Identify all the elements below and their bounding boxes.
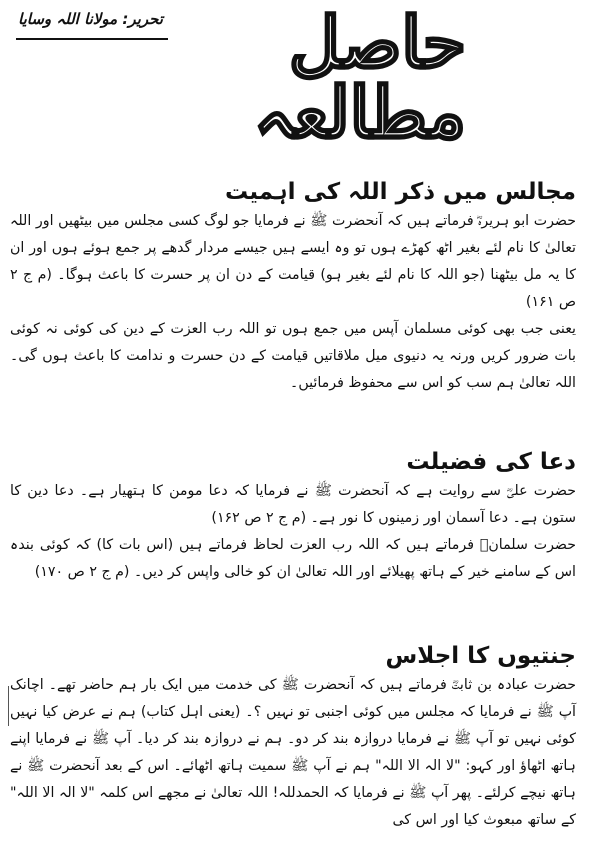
section-heading: جنتیوں کا اجلاس	[385, 643, 576, 669]
section-heading: دعا کی فضیلت	[406, 449, 576, 475]
section-heading: مجالس میں ذکر اللہ کی اہمیت	[225, 179, 576, 205]
section-zikr	[10, 176, 576, 397]
section-paragraph: یعنی جب بھی کوئی مسلمان آپس میں جمع ہوں تو اللہ رب العزت کے دین کی کوئی نہ کوئی بات ضرور کریں ورنہ یہ دنیوی میل ملاقاتیں قیامت کے دن حسرت و ندامت کا باعث ہوں گی۔ اللہ تعالیٰ ہم سب کو اس سے محفوظ فرمائیں۔	[10, 321, 576, 391]
section-paragraph: حضرت سلمانؓ فرماتے ہیں کہ اللہ رب العزت لحاظ فرماتے ہیں (اس بات کا) کہ کوئی بندہ اس کے سامنے خیر کے ہاتھ پھیلائے اور اللہ تعالیٰ ان کو خالی واپس کر دیں۔ (م ج ۲ ص ۱۷۰)	[10, 537, 576, 580]
article-title: حاصل مطالعہ	[253, 1, 466, 154]
section-dua	[10, 446, 576, 586]
author-byline: تحریر: مولانا اللہ وسایا	[18, 10, 163, 28]
section-paragraph: حضرت علیؓ سے روایت ہے کہ آنحضرت ﷺ نے فرمایا کہ دعا مومن کا ہتھیار ہے۔ دعا دین کا ستون ہے۔ دعا آسمان اور زمینوں کا نور ہے۔ (م ج ۲ ص ۱۶۲)	[10, 483, 576, 526]
title-banner	[126, 1, 466, 154]
section-paragraph: حضرت عبادہ بن ثابتؓ فرماتے ہیں کہ آنحضرت ﷺ کی خدمت میں ایک بار ہم حاضر تھے۔ اچانک آپ ﷺ نے فرمایا کہ مجلس میں کوئی اجنبی تو نہیں ؟۔ (یعنی اہل کتاب) ہم نے عرض کیا نہیں کوئی نہیں تو آپ ﷺ نے فرمایا دروازہ بند کر دو۔ ہم نے دروازہ بند کر دیا۔ آپ ﷺ نے فرمایا اپنے ہاتھ اٹھاؤ اور کہو: "لا الہ الا اللہ" ہم نے آپ ﷺ سمیت ہاتھ اٹھائے۔ اس کے بعد آنحضرت ﷺ نے ہاتھ نیچے کرلئے۔ پھر آپ ﷺ نے فرمایا کہ الحمدللہ! اللہ تعالیٰ نے مجھے اس کلمہ "لا الہ الا اللہ" کے ساتھ مبعوث کیا اور اس کی	[10, 677, 576, 828]
section-jannati	[10, 640, 576, 834]
margin-mark	[8, 686, 9, 726]
section-paragraph: حضرت ابو ہریرہؓ فرماتے ہیں کہ آنحضرت ﷺ نے فرمایا جو لوگ کسی مجلس میں بیٹھیں اور اللہ تعالیٰ کا نام لئے بغیر اٹھ کھڑے ہوں تو وہ ایسے ہیں جیسے مردار گدھے پر جمع ہوئے ہوں اور ان کا یہ مل بیٹھنا (جو اللہ کا نام لئے بغیر ہو) قیامت کے دن ان پر حسرت کا باعث ہوگا۔ (م ج ۲ ص ۱۶۱)	[10, 213, 576, 310]
